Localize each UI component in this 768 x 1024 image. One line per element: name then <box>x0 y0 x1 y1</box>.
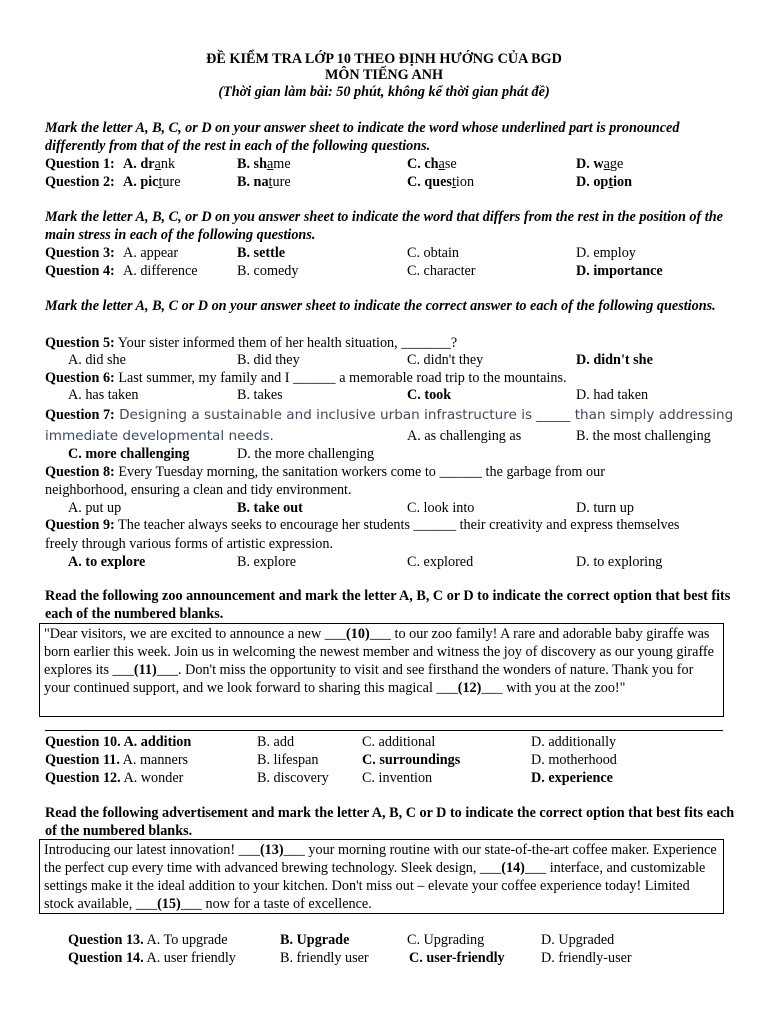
q1-option-c: C. chase <box>407 156 457 172</box>
exam-subject: MÔN TIẾNG ANH <box>325 67 443 83</box>
q10-option-d: D. additionally <box>531 734 617 750</box>
q7-option-b: B. the most challenging <box>576 428 711 444</box>
question-12-label: Question 12. <box>45 770 121 786</box>
question-7-stem <box>45 406 745 424</box>
divider <box>45 730 723 731</box>
exam-time-note: (Thời gian làm bài: 50 phút, không kể thời gian phát đề) <box>218 84 550 100</box>
question-4 <box>45 262 745 280</box>
zoo-text-3: ___. Don't miss the opportunity to visit and see firsthand the wonders of nature. Thank you for your continued support, and we look forward to sharing this magical ___ <box>44 662 694 696</box>
q5-option-c: C. didn't they <box>407 352 484 368</box>
q4-option-a: A. difference <box>123 263 198 279</box>
section4-instruction: Read the following zoo announcement and mark the letter A, B, C or D to indicate the correct option that best fits each of the numbered blanks. <box>45 588 731 622</box>
q14-option-b: B. friendly user <box>280 950 369 966</box>
q8-option-c: C. look into <box>407 500 475 516</box>
question-10-label: Question 10. A. addition <box>45 734 192 750</box>
q11-option-a: A. manners <box>119 752 189 768</box>
question-3-label: Question 3: <box>45 245 115 261</box>
question-7-text-cont: immediate developmental needs. <box>45 428 274 444</box>
section5-instruction: Read the following advertisement and mark the letter A, B, C or D to indicate the correct option that best fits each of the numbered blanks. <box>45 805 735 839</box>
q9-option-b: B. explore <box>237 554 297 570</box>
advertisement-box <box>39 839 724 914</box>
section1-instruction: Mark the letter A, B, C, or D on your answer sheet to indicate the word whose underlined part is pronounced differently from that of the rest in each of the following questions. <box>45 120 680 154</box>
q6-option-c: C. took <box>407 387 452 403</box>
zoo-text-4: ___ with you at the zoo!" <box>481 680 626 696</box>
q9-option-c: C. explored <box>407 554 474 570</box>
q6-option-b: B. takes <box>237 387 283 403</box>
question-13-label: Question 13. <box>68 932 144 948</box>
q8-option-d: D. turn up <box>576 500 634 516</box>
q5-option-b: B. did they <box>237 352 300 368</box>
q6-option-a: A. has taken <box>68 387 139 403</box>
question-9-text-cont: freely through various forms of artistic expression. <box>45 536 334 552</box>
blank-12: (12) <box>457 680 482 696</box>
q6-option-d: D. had taken <box>576 387 649 403</box>
question-6-label: Question 6: <box>45 370 115 386</box>
q13-option-d: D. Upgraded <box>541 932 615 948</box>
section2-instruction: Mark the letter A, B, C, or D on you answer sheet to indicate the word that differs from the rest in the position of the main stress in each of the following questions. <box>45 209 723 243</box>
question-9-options <box>45 553 745 571</box>
question-9-text: The teacher always seeks to encourage her students ______ their creativity and express themselves <box>114 517 680 533</box>
question-8-line2 <box>45 481 745 499</box>
ad-text-1: Introducing our latest innovation! ___ <box>44 842 260 858</box>
question-11-label: Question 11. <box>45 752 120 768</box>
question-7-options <box>45 445 745 463</box>
q14-option-c: C. user-friendly <box>409 950 505 966</box>
q4-option-d: D. importance <box>576 263 663 279</box>
question-11 <box>45 751 745 769</box>
ad-text-4: ___ now for a taste of excellence. <box>180 896 372 912</box>
q1-option-a: A. drank <box>123 156 176 172</box>
question-9-stem <box>45 516 745 534</box>
q4-option-b: B. comedy <box>237 263 299 279</box>
q10-option-c: C. additional <box>362 734 436 750</box>
blank-15: (15) <box>157 896 181 912</box>
question-5-label: Question 5: <box>45 335 115 351</box>
q10-option-b: B. add <box>257 734 295 750</box>
question-5-text: Your sister informed them of her health situation, _______? <box>114 335 458 351</box>
question-7-text: Designing a sustainable and inclusive urban infrastructure is _____ than simply addressing <box>114 407 734 423</box>
q1-option-d: D. wage <box>576 156 624 172</box>
question-5-stem <box>45 334 745 352</box>
question-4-label: Question 4: <box>45 263 115 279</box>
q12-option-d: D. experience <box>531 770 613 786</box>
question-12 <box>45 769 745 787</box>
q11-option-d: D. motherhood <box>531 752 617 768</box>
q9-option-d: D. to exploring <box>576 554 663 570</box>
question-10 <box>45 733 745 751</box>
q9-option-a: A. to explore <box>68 554 146 570</box>
question-8-text-cont: neighborhood, ensuring a clean and tidy environment. <box>45 482 352 498</box>
exam-title: ĐỀ KIỂM TRA LỚP 10 THEO ĐỊNH HƯỚNG CỦA BGD <box>206 51 562 67</box>
zoo-announcement-box <box>39 623 724 717</box>
q13-option-c: C. Upgrading <box>407 932 485 948</box>
q3-option-a: A. appear <box>123 245 179 261</box>
blank-10: (10) <box>346 626 370 642</box>
q12-option-b: B. discovery <box>257 770 329 786</box>
question-13 <box>68 931 768 949</box>
q7-option-a: A. as challenging as <box>407 428 522 444</box>
q3-option-b: B. settle <box>237 245 286 261</box>
question-8-stem <box>45 463 745 481</box>
q11-option-b: B. lifespan <box>257 752 319 768</box>
section3-instruction: Mark the letter A, B, C or D on your answer sheet to indicate the correct answer to each of the following questions. <box>45 298 716 314</box>
q12-option-a: A. wonder <box>120 770 184 786</box>
q5-option-d: D. didn't she <box>576 352 653 368</box>
q2-option-d: D. option <box>576 174 632 190</box>
question-14 <box>68 949 768 967</box>
question-7-label: Question 7: <box>45 407 115 423</box>
blank-14: (14) <box>501 860 525 876</box>
question-1 <box>45 155 745 173</box>
q14-option-a: A. user friendly <box>143 950 236 966</box>
question-8-text: Every Tuesday morning, the sanitation workers come to ______ the garbage from our <box>114 464 605 480</box>
blank-13: (13) <box>259 842 284 858</box>
q7-option-c: C. more challenging <box>68 446 190 462</box>
q8-option-a: A. put up <box>68 500 122 516</box>
zoo-text-1: "Dear visitors, we are excited to announce a new ___ <box>44 626 347 642</box>
question-8-label: Question 8: <box>45 464 115 480</box>
q5-option-a: A. did she <box>68 352 126 368</box>
q8-option-b: B. take out <box>237 500 303 516</box>
question-7-line2 <box>45 427 745 445</box>
question-9-line2 <box>45 535 745 553</box>
q2-option-b: B. nature <box>237 174 291 190</box>
q12-option-c: C. invention <box>362 770 433 786</box>
q2-option-a: A. picture <box>123 174 181 190</box>
q2-option-c: C. question <box>407 174 475 190</box>
question-1-label: Question 1: <box>45 156 115 172</box>
question-6-options <box>45 386 745 404</box>
question-9-label: Question 9: <box>45 517 115 533</box>
q13-option-a: A. To upgrade <box>143 932 228 948</box>
ad-text-2: ___ your morning routine with our state-of-the-art coffee maker. Experience the perfect cup every time with advanced brewing technology. Sleek design, ___ <box>44 842 717 876</box>
question-5-options <box>45 351 745 369</box>
question-14-label: Question 14. <box>68 950 144 966</box>
q1-option-b: B. shame <box>237 156 291 172</box>
ad-text-3: ___ interface, and customizable settings make it the ideal addition to your kitchen. Don't miss out – elevate your coffee experience today! Limited stock available, ___ <box>44 860 706 912</box>
blank-11: (11) <box>133 662 157 678</box>
question-2-label: Question 2: <box>45 174 115 190</box>
zoo-text-2: ___ to our zoo family! A rare and adorable baby giraffe was born earlier this week. Join us in welcoming the newest member and witness the joy of discovery as our young giraffe explores its ___ <box>44 626 714 678</box>
q3-option-d: D. employ <box>576 245 636 261</box>
question-6-text: Last summer, my family and I ______ a memorable road trip to the mountains. <box>114 370 567 386</box>
q14-option-d: D. friendly-user <box>541 950 632 966</box>
q13-option-b: B. Upgrade <box>280 932 350 948</box>
question-3 <box>45 244 745 262</box>
q4-option-c: C. character <box>407 263 476 279</box>
q7-option-d: D. the more challenging <box>237 446 375 462</box>
q3-option-c: C. obtain <box>407 245 460 261</box>
question-6-stem <box>45 369 745 387</box>
question-8-options <box>45 499 745 517</box>
question-2 <box>45 173 745 191</box>
q11-option-c: C. surroundings <box>362 752 461 768</box>
